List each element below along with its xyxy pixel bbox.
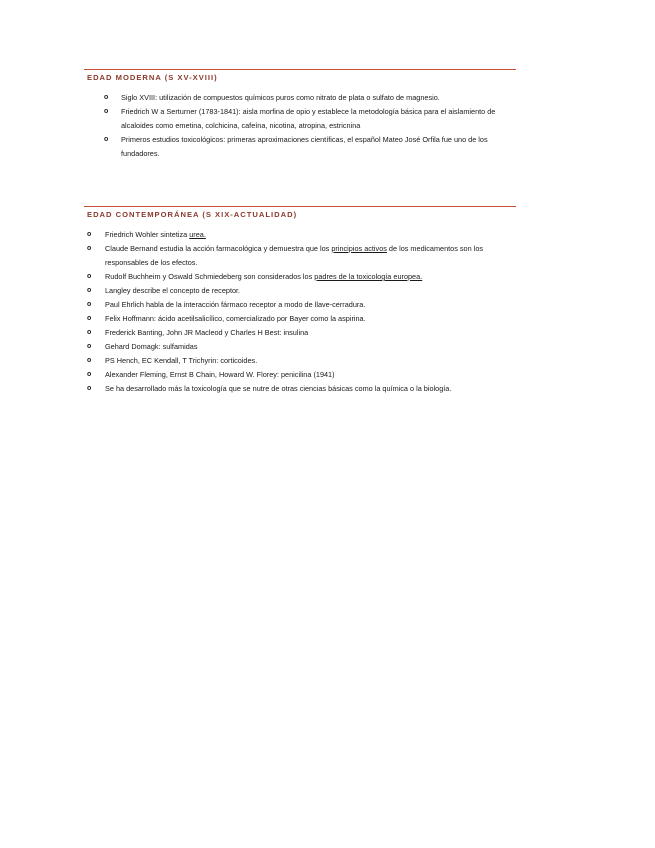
list-item: [84, 242, 516, 270]
section-divider: [84, 69, 516, 70]
bullet-icon: o: [87, 273, 92, 280]
list-item: [84, 326, 516, 340]
list-item: [84, 312, 516, 326]
list-item: [84, 368, 516, 382]
list-item-text: Friedrich W a Serturner (1783-1841): aisla morfina de opio y establece la metodología básica para el aislamiento de alcaloides como emetina, colchicina, cafeína, nicotina, atropina, estricnina: [121, 107, 496, 130]
list-item: [84, 298, 516, 312]
list-item: [84, 91, 516, 105]
list-item-text-after: de los medicamentos son los responsables de los efectos.: [105, 244, 484, 267]
bullet-icon: o: [104, 94, 109, 101]
bullet-list: [84, 228, 516, 396]
bullet-icon: o: [87, 315, 92, 322]
list-item-text: Primeros estudios toxicológicos: primeras aproximaciones científicas, el español Mateo José Orfila fue uno de los fundadores.: [121, 135, 488, 158]
underlined-term: padres de la toxicología europea.: [314, 272, 423, 281]
section-heading: EDAD MODERNA (S XV-XVIII): [87, 73, 218, 82]
underlined-term: principios activos: [331, 244, 387, 253]
list-item-text: Claude Bernand estudia la acción farmacológica y demuestra que los: [105, 244, 332, 253]
list-item-text: Langley describe el concepto de receptor.: [105, 286, 241, 295]
bullet-icon: o: [87, 301, 92, 308]
list-item-text: Gehard Domagk: sulfamidas: [105, 342, 198, 351]
list-item: [84, 228, 516, 242]
bullet-icon: o: [87, 343, 92, 350]
list-item-text: Friedrich Wohler sintetiza: [105, 230, 190, 239]
list-item-text: Frederick Banting, John JR Macleod y Charles H Best: insulina: [105, 328, 309, 337]
bullet-icon: o: [104, 136, 109, 143]
list-item: [84, 133, 516, 161]
list-item: [84, 340, 516, 354]
bullet-icon: o: [87, 231, 92, 238]
section-heading: EDAD CONTEMPORÁNEA (S XIX-ACTUALIDAD): [87, 210, 298, 219]
list-item: [84, 382, 516, 396]
list-item: [84, 354, 516, 368]
list-item: [84, 270, 516, 284]
bullet-icon: o: [87, 357, 92, 364]
list-item-text: Felix Hoffmann: ácido acetilsalicílico, comercializado por Bayer como la aspirina.: [105, 314, 366, 323]
bullet-icon: o: [87, 287, 92, 294]
bullet-icon: o: [87, 371, 92, 378]
bullet-icon: o: [87, 385, 92, 392]
list-item-text: Se ha desarrollado más la toxicología que se nutre de otras ciencias básicas como la química o la biología.: [105, 384, 452, 393]
list-item-text: Alexander Fleming, Ernst B Chain, Howard W. Florey: penicilina (1941): [105, 370, 335, 379]
bullet-icon: o: [104, 108, 109, 115]
list-item-text: Siglo XVIII: utilización de compuestos químicos puros como nitrato de plata o sulfato de magnesio.: [121, 93, 440, 102]
section-edad-moderna: [84, 69, 516, 161]
bullet-icon: o: [87, 245, 92, 252]
list-item: [84, 105, 516, 133]
list-item: [84, 284, 516, 298]
list-item-text: Paul Ehrlich habla de la interacción fármaco receptor a modo de llave-cerradura.: [105, 300, 366, 309]
list-item-text: PS Hench, EC Kendall, T Trichyrin: corticoides.: [105, 356, 258, 365]
underlined-term: urea.: [189, 230, 206, 239]
section-edad-contemporanea: [84, 206, 516, 396]
bullet-icon: o: [87, 329, 92, 336]
list-item-text: Rudolf Buchheim y Oswald Schmiedeberg son considerados los: [105, 272, 315, 281]
bullet-list: [84, 91, 516, 161]
section-divider: [84, 206, 516, 207]
